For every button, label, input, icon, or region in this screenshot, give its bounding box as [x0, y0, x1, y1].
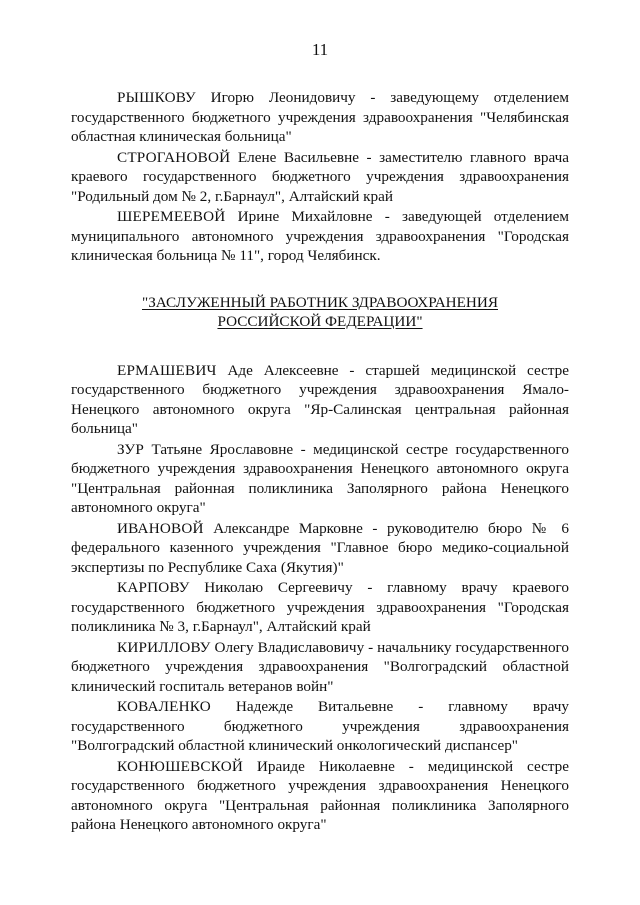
- award-entry: [71, 638, 569, 697]
- recipient-surname: СТРОГАНОВОЙ: [117, 148, 231, 166]
- award-entry: [71, 440, 569, 518]
- award-entry: [71, 361, 569, 439]
- award-entry: [71, 207, 569, 266]
- recipient-surname: КАРПОВУ: [117, 579, 190, 596]
- award-title-line-2: РОССИЙСКОЙ ФЕДЕРАЦИИ": [217, 313, 423, 330]
- award-title-line-1: "ЗАСЛУЖЕННЫЙ РАБОТНИК ЗДРАВООХРАНЕНИЯ: [142, 293, 498, 311]
- page-number: 11: [311, 40, 329, 59]
- recipient-details: Николаю Сергеевичу - главному врачу краевого государственного бюджетного учреждения здравоохранения "Городская поликлиника № 3, г.Барнаул", Алтайский край: [71, 579, 569, 635]
- recipient-surname: ШЕРЕМЕЕВОЙ: [117, 208, 226, 225]
- recipient-surname: ИВАНОВОЙ: [117, 519, 204, 537]
- recipient-surname: ЗУР: [117, 440, 145, 458]
- award-entry: [71, 757, 569, 835]
- award-entry: [71, 148, 569, 207]
- award-entry: [71, 578, 569, 637]
- recipient-surname: КИРИЛЛОВУ: [117, 638, 211, 656]
- recipient-surname: РЫШКОВУ: [117, 89, 196, 106]
- award-entry: [71, 88, 569, 147]
- recipient-details: Олегу Владиславовичу - начальнику государственного бюджетного учреждения здравоохранения "Волгоградский областной клинический госпиталь ветеранов войн": [71, 638, 569, 695]
- recipient-details: Татьяне Ярославовне - медицинской сестре государственного бюджетного учреждения здравоохранения Ненецкого автономного округа "Центральная районная поликлиника Заполярного района Ненецкого автономного округа": [71, 440, 569, 516]
- recipient-details: Надежде Витальевне - главному врачу государственного бюджетного учреждения здравоохранения "Волгоградский областной клинический онкологический диспансер": [71, 698, 569, 754]
- recipient-details: Елене Васильевне - заместителю главного врача краевого государственного бюджетного учреждения здравоохранения "Родильный дом № 2, г.Барнаул", Алтайский край: [71, 148, 569, 205]
- recipient-details: Ирине Михайловне - заведующей отделением муниципального автономного учреждения здравоохранения "Городская клиническая больница № 11", город Челябинск.: [71, 208, 569, 264]
- recipient-details: Александре Марковне - руководителю бюро № 6 федерального казенного учреждения "Главное бюро медико-социальной экспертизы по Республике Саха (Якутия)": [71, 519, 569, 576]
- award-title-heading: [71, 293, 569, 332]
- award-entry: [71, 697, 569, 756]
- recipient-surname: ЕРМАШЕВИЧ: [117, 361, 217, 379]
- document-body: [71, 88, 569, 836]
- recipient-details: Игорю Леонидовичу - заведующему отделением государственного бюджетного учреждения здравоохранения "Челябинская областная клиническая больница": [71, 89, 569, 145]
- recipient-surname: КОВАЛЕНКО: [117, 698, 211, 715]
- recipient-details: Аде Алексеевне - старшей медицинской сестре государственного бюджетного учреждения здравоохранения Ямало-Ненецкого автономного округа "Яр-Салинская центральная районная больница": [71, 361, 569, 437]
- recipient-surname: КОНЮШЕВСКОЙ: [117, 757, 244, 775]
- award-entry: [71, 519, 569, 578]
- recipient-details: Ираиде Николаевне - медицинской сестре государственного бюджетного учреждения здравоохранения Ненецкого автономного округа "Центральная районная поликлиника Заполярного района Ненецкого автономного округа": [71, 757, 569, 833]
